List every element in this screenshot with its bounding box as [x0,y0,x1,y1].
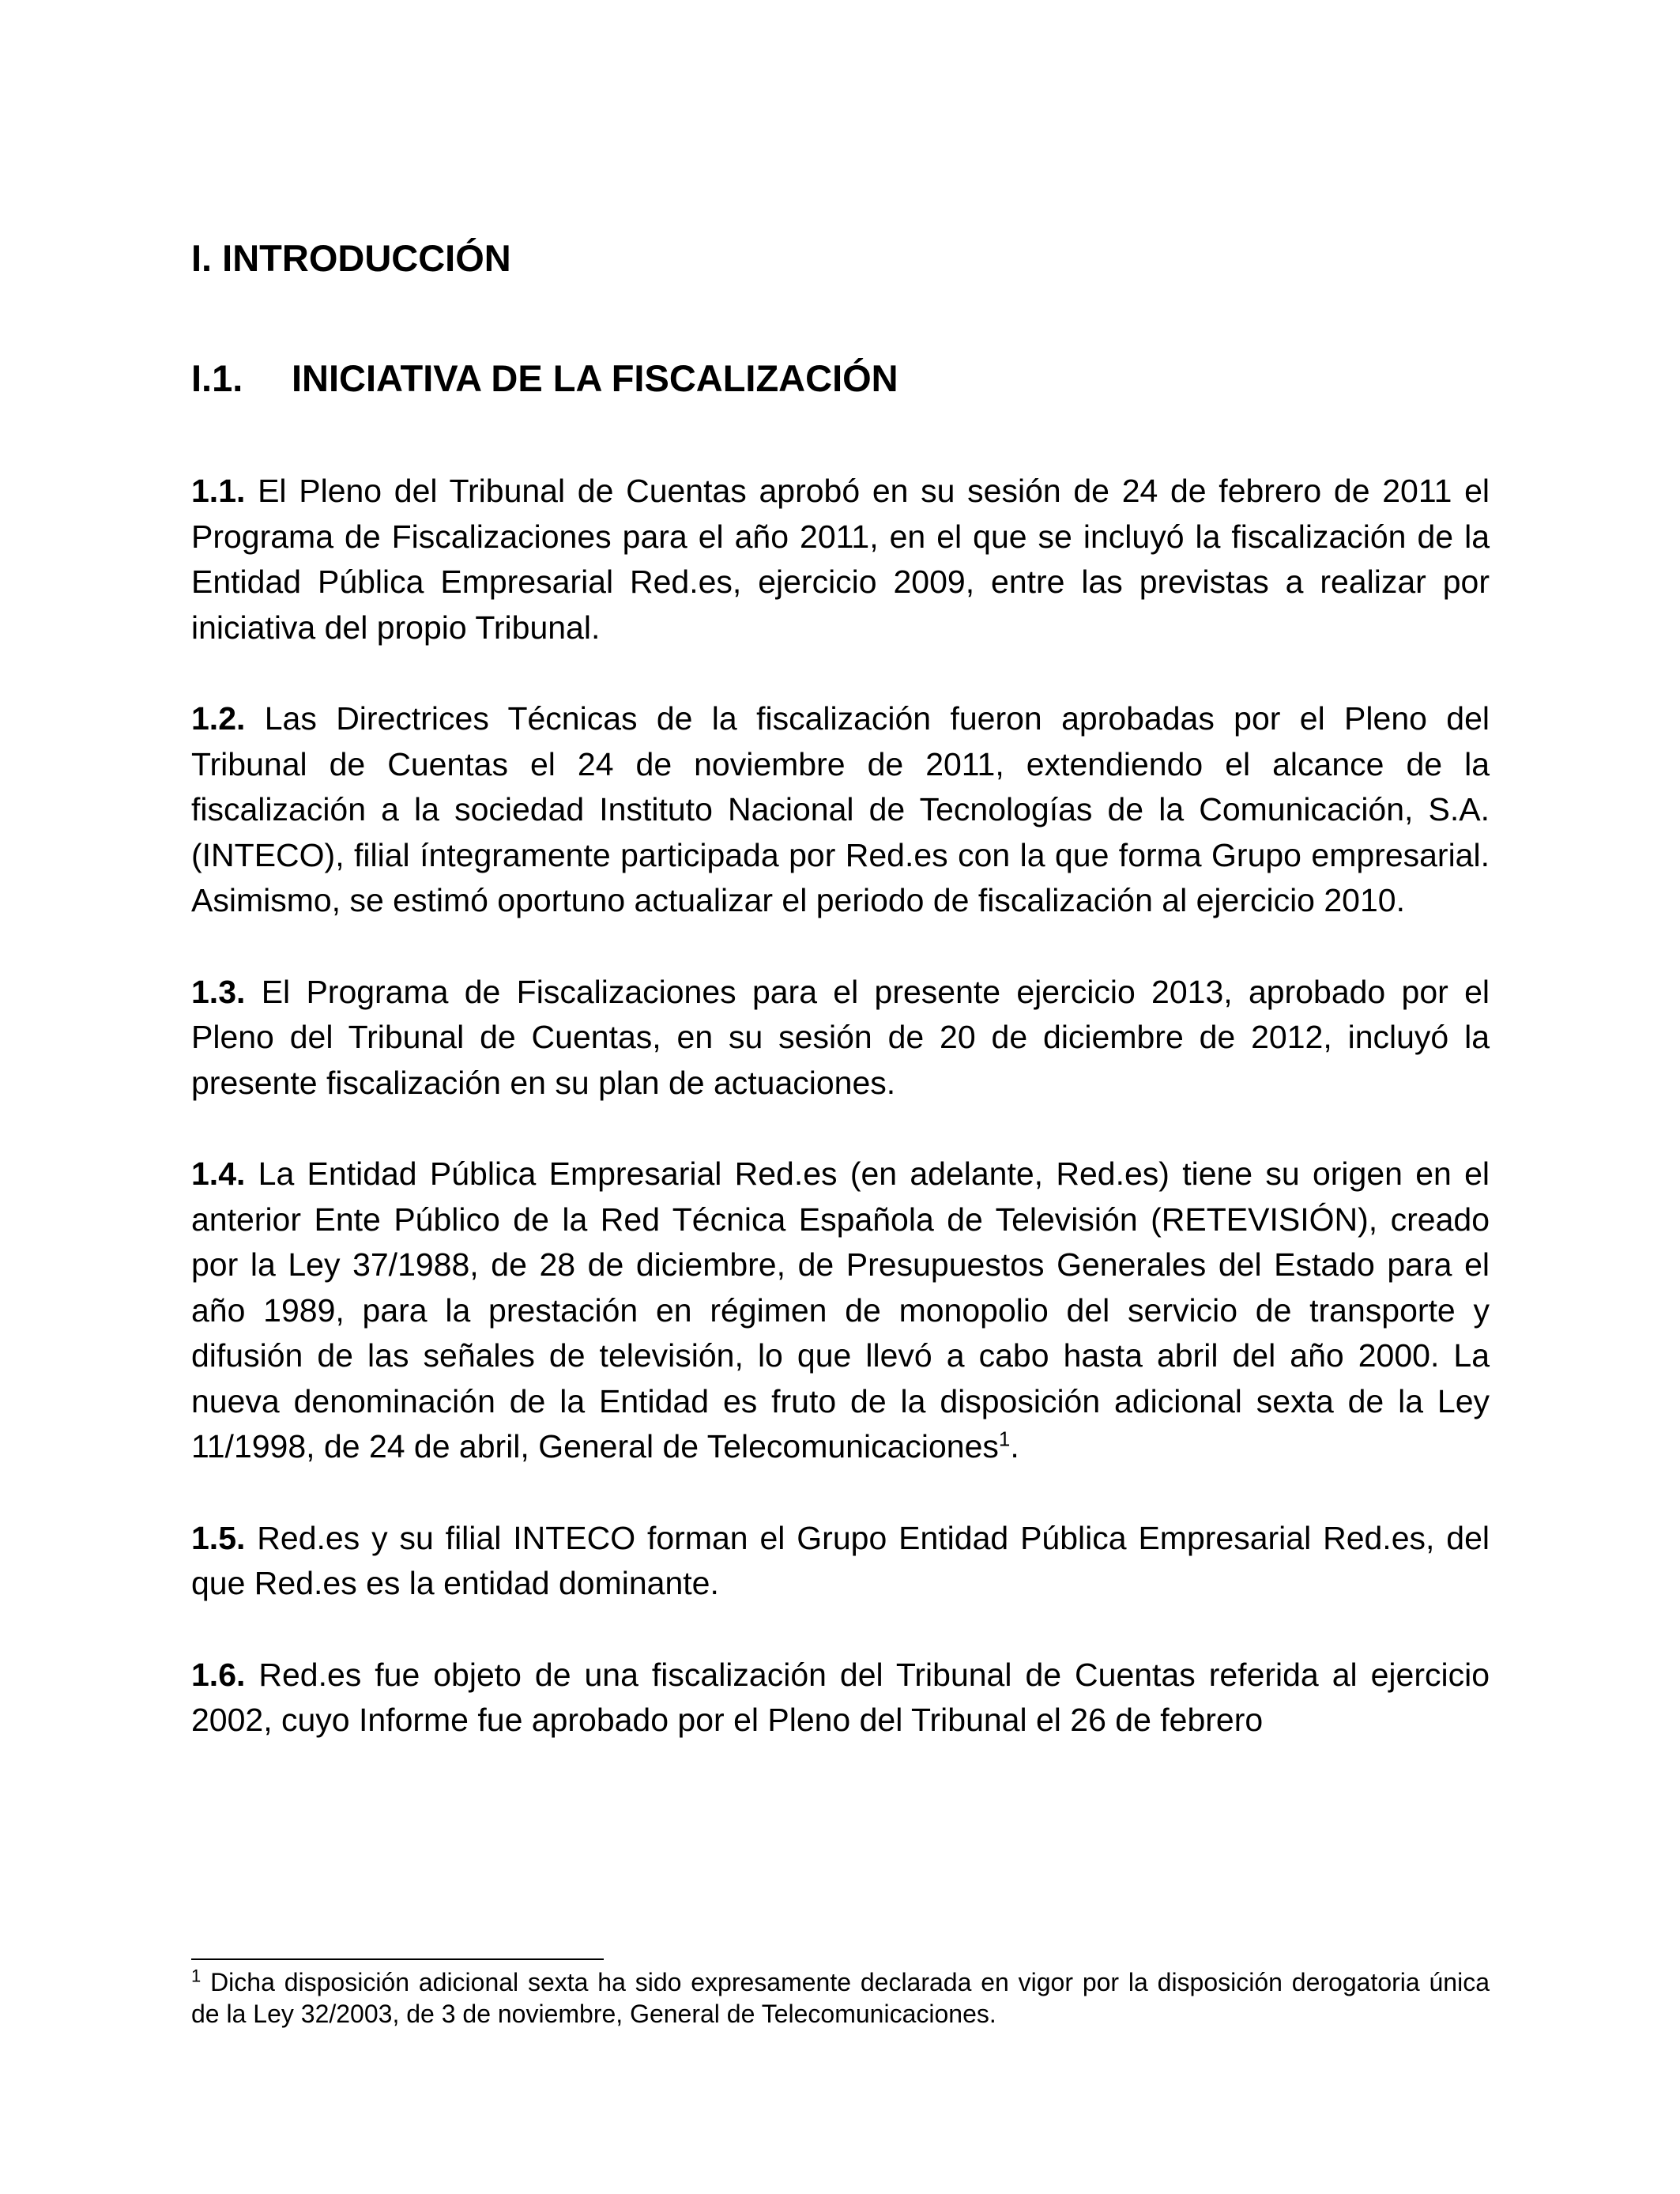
paragraph-text: Red.es fue objeto de una fiscalización del Tribunal de Cuentas referida al ejercicio 2002, cuyo Informe fue aprobado por el Pleno del Tribunal el 26 de febrero [191,1656,1490,1738]
paragraph-number: 1.3. [191,973,246,1010]
paragraph-1-1 [191,469,1490,650]
paragraph-1-2 [191,696,1490,924]
paragraph-text: Las Directrices Técnicas de la fiscalización fueron aprobadas por el Pleno del Tribunal de Cuentas el 24 de noviembre de 2011, extendiendo el alcance de la fiscalización a la sociedad Instituto Nacional de Tecnologías de la Comunicación, S.A. (INTECO), filial íntegramente participada por Red.es con la que forma Grupo empresarial. Asimismo, se estimó oportuno actualizar el periodo de fiscalización al ejercicio 2010. [191,700,1490,918]
paragraph-1-5 [191,1516,1490,1607]
paragraph-number: 1.1. [191,473,246,509]
paragraph-text: El Pleno del Tribunal de Cuentas aprobó en su sesión de 24 de febrero de 2011 el Programa de Fiscalizaciones para el año 2011, en el que se incluyó la fiscalización de la Entidad Pública Empresarial Red.es, ejercicio 2009, entre las previstas a realizar por iniciativa del propio Tribunal. [191,473,1490,646]
paragraph-number: 1.6. [191,1656,246,1693]
paragraph-text: El Programa de Fiscalizaciones para el presente ejercicio 2013, aprobado por el Pleno del Tribunal de Cuentas, en su sesión de 20 de diciembre de 2012, incluyó la presente fiscalización en su plan de actuaciones. [191,973,1490,1101]
paragraph-number: 1.4. [191,1155,246,1192]
footnote-marker: 1 [191,1966,202,1986]
subsection-title: INICIATIVA DE LA FISCALIZACIÓN [292,357,898,399]
footnote-reference[interactable]: 1 [998,1427,1011,1451]
section-heading: I. INTRODUCCIÓN [191,237,511,279]
paragraph-number: 1.2. [191,700,246,737]
paragraph-1-4 [191,1152,1490,1470]
footnote [191,1966,1490,2030]
paragraph-text: Red.es y su filial INTECO forman el Grupo Entidad Pública Empresarial Red.es, del que Red.es es la entidad dominante. [191,1519,1490,1601]
paragraph-text: La Entidad Pública Empresarial Red.es (en adelante, Red.es) tiene su origen en el anterior Ente Público de la Red Técnica Española de Televisión (RETEVISIÓN), creado por la Ley 37/1988, de 28 de diciembre, de Presupuestos Generales del Estado para el año 1989, para la prestación en régimen de monopolio del servicio de transporte y difusión de las señales de televisión, lo que llevó a cabo hasta abril del año 2000. La nueva denominación de la Entidad es fruto de la disposición adicional sexta de la Ley 11/1998, de 24 de abril, General de Telecomunicaciones [191,1155,1490,1465]
paragraph-1-6 [191,1653,1490,1744]
document-body [191,233,1490,1744]
paragraph-number: 1.5. [191,1519,246,1556]
footnote-separator [191,1958,604,1960]
subsection-heading [191,353,1490,404]
footnote-text: Dicha disposición adicional sexta ha sido expresamente declarada en vigor por la disposición derogatoria única de la Ley 32/2003, de 3 de noviembre, General de Telecomunicaciones. [191,1968,1490,2028]
paragraph-1-3 [191,970,1490,1106]
subsection-number: I.1. [191,357,243,399]
paragraph-tail: . [1010,1428,1019,1465]
